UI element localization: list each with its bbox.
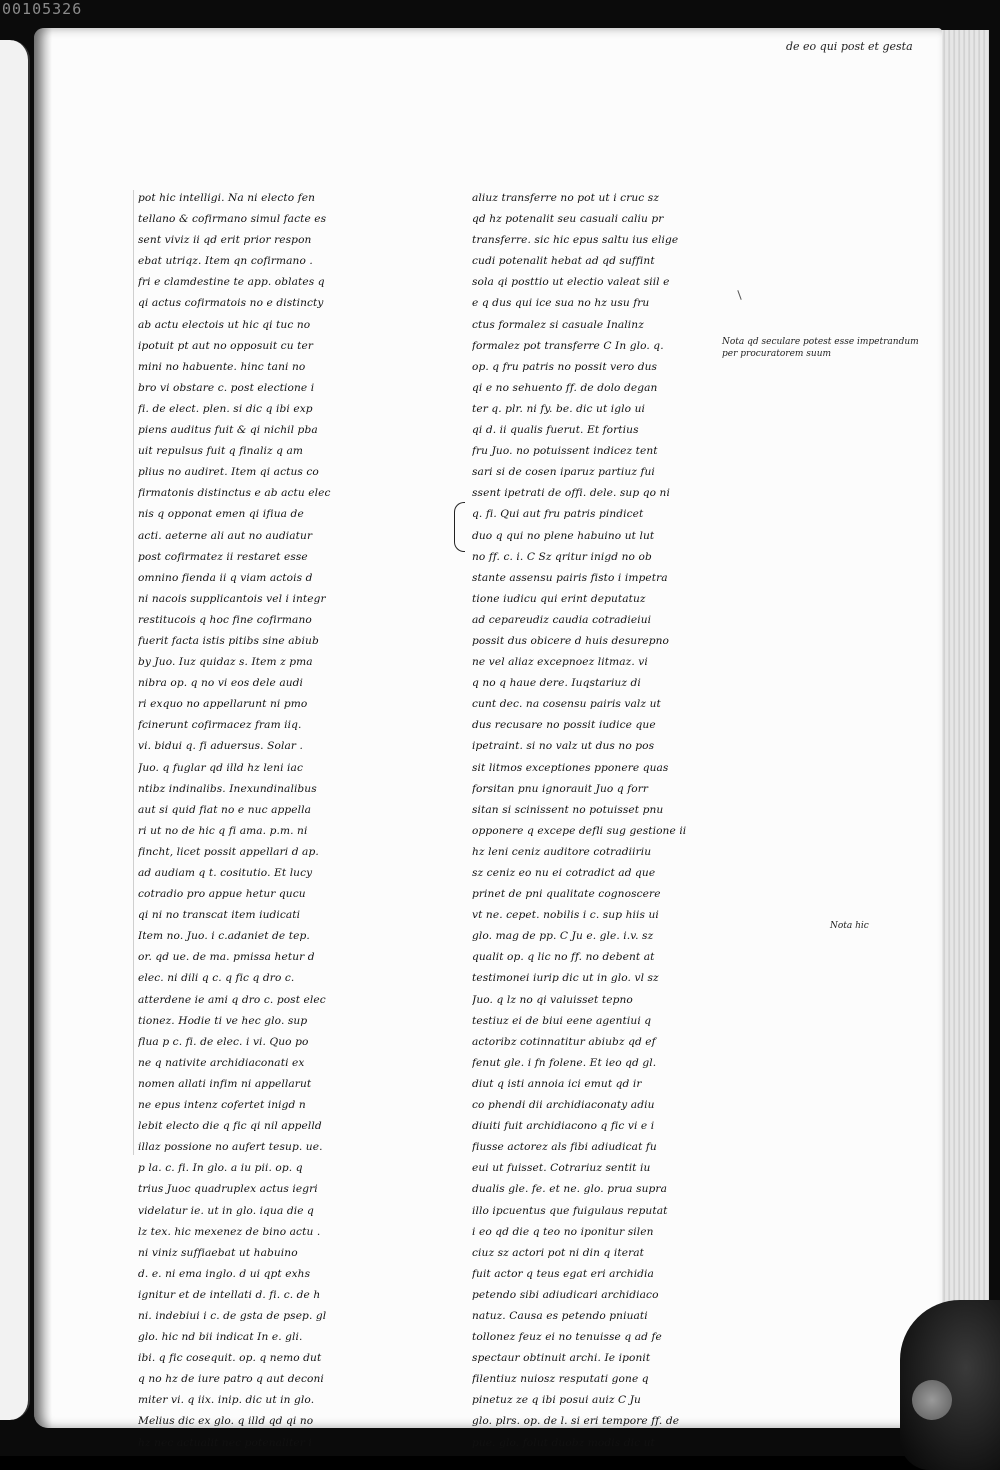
- right-column-line: diut q isti annoia ici emut qd ir: [472, 1077, 642, 1090]
- right-column-line: pue. glo. folut duobz modis dic ut: [472, 1436, 655, 1449]
- left-column-line: tionez. Hodie ti ve hec glo. sup: [138, 1014, 308, 1027]
- left-column-line: post cofirmatez ii restaret esse: [138, 550, 308, 563]
- right-column-line: ad cepareudiz caudia cotradieiui: [472, 613, 652, 626]
- right-column-line: cunt dec. na cosensu pairis valz ut: [472, 698, 661, 711]
- left-column-line: glo. hic nd bii indicat In e. gli.: [138, 1331, 303, 1344]
- right-column-line: dus recusare no possit iudice que: [472, 719, 656, 732]
- right-column-line: transferre. sic hic epus saltu ius elige: [472, 234, 679, 247]
- left-column-line: ne epus intenz cofertet inigd n: [138, 1099, 306, 1112]
- right-column-line: stante assensu pairis fisto i impetra: [472, 571, 668, 584]
- left-column-line: qi actus cofirmatois no e distincty: [138, 297, 324, 310]
- right-column-line: i eo qd die q teo no iponitur silen: [472, 1225, 654, 1238]
- left-column-line: qi ni no transcat item iudicati: [138, 909, 301, 922]
- right-column-line: fenut gle. i fn folene. Et ieo qd gl.: [472, 1056, 657, 1069]
- margin-note-1: [722, 336, 919, 360]
- right-column-line: sz ceniz eo nu ei cotradict ad que: [472, 867, 656, 879]
- left-column-line: ab actu electois ut hic qi tuc no: [138, 318, 311, 331]
- left-column-line: nibra op. q no vi eos dele audi: [138, 677, 304, 690]
- left-column-line: ni viniz suffiaebat ut habuino: [138, 1246, 298, 1259]
- left-column-line: ntibz indinalibs. Inexundinalibus: [138, 782, 317, 795]
- left-column-line: by Juo. Iuz quidaz s. Item z pma: [138, 656, 313, 669]
- left-column-line: trius Juoc quadruplex actus iegri: [138, 1183, 318, 1196]
- left-column-line: piens auditus fuit & qi nichil pba: [138, 424, 318, 437]
- left-column-line: ignitur et de intellati d. fi. c. de h: [138, 1288, 321, 1301]
- left-column-line: atterdene ie ami q dro c. post elec: [138, 993, 326, 1006]
- marginal-bracket: [454, 502, 465, 552]
- left-column-line: Melius dic ex glo. q illd qd qi no: [138, 1415, 314, 1428]
- left-column-line: vi. bidui q. fi aduersus. Solar .: [138, 740, 303, 753]
- right-column-line: tollonez feuz ei no tenuisse q ad fe: [472, 1331, 662, 1344]
- left-column-line: fcinerunt cofirmacez fram iiq.: [138, 719, 302, 732]
- left-column-line: nis q opponat emen qi ifiua de: [138, 508, 304, 521]
- marginal-tick: [737, 290, 741, 300]
- margin-note-1-line-1: Nota qd seculare potest esse impetrandum: [722, 337, 919, 347]
- left-column-line: p la. c. fi. In glo. a iu pii. op. q: [138, 1162, 303, 1175]
- right-column-line: sit litmos exceptiones pponere quas: [472, 761, 669, 774]
- left-column-line: tellano & cofirmano simul facte es: [138, 213, 327, 226]
- left-column-line: miter vi. q iix. inip. dic ut in glo.: [138, 1394, 315, 1407]
- right-column-line: e q dus qui ice sua no hz usu fru: [472, 297, 650, 310]
- right-column-line: tione iudicu qui erint deputatuz: [472, 592, 646, 605]
- left-column-line: restitucois q hoc fine cofirmano: [138, 613, 312, 626]
- catalog-id: 00105326: [2, 0, 83, 18]
- margin-note-1-line-2: per procuratorem suum: [722, 349, 832, 359]
- right-column-line: aliuz transferre no pot ut i cruc sz: [472, 192, 660, 204]
- left-column-line: bro vi obstare c. post electione i: [138, 381, 315, 394]
- right-column-line: glo. plrs. op. de l. si eri tempore ff. de: [472, 1415, 680, 1428]
- left-column-line: hz nec actualit nec potenaliter i: [138, 1436, 312, 1449]
- left-column-line: elec. ni dili q c. q fic q dro c.: [138, 972, 295, 985]
- right-column-line: fiusse actorez als fibi adiudicat fu: [472, 1141, 657, 1154]
- margin-note-2: Nota hic: [830, 921, 869, 931]
- right-column-line: sari si de cosen iparuz partiuz fui: [472, 466, 655, 479]
- right-column-line: co phendi dii archidiaconaty adiu: [472, 1099, 655, 1112]
- left-column-line: fuerit facta istis pitibs sine abiub: [138, 634, 319, 647]
- right-column-line: sola qi posttio ut electio valeat siil e: [472, 276, 670, 289]
- right-column-line: possit dus obicere d huis desurepno: [472, 634, 670, 647]
- page-gutter-shadow: [34, 28, 52, 1428]
- right-column-line: dualis gle. fe. et ne. glo. prua supra: [472, 1183, 667, 1196]
- left-text-column: [138, 188, 378, 1454]
- right-column-line: illo ipcuentus que fuigulaus reputat: [472, 1204, 668, 1217]
- left-column-line: ibi. q fic cosequit. op. q nemo dut: [138, 1352, 322, 1365]
- left-column-line: or. qd ue. de ma. pmissa hetur d: [138, 951, 315, 964]
- left-column-line: aut si quid fiat no e nuc appella: [138, 803, 312, 816]
- left-column-line: ri ut no de hic q fi ama. p.m. ni: [138, 824, 308, 837]
- left-column-line: pot hic intelligi. Na ni electo fen: [138, 192, 316, 204]
- right-column-line: op. q fru patris no possit vero dus: [472, 360, 658, 373]
- right-column-line: ciuz sz actori pot ni din q iterat: [472, 1246, 645, 1259]
- right-column-line: forsitan pnu ignorauit Juo q forr: [472, 782, 649, 795]
- left-column-line: Juo. q fuglar qd illd hz leni iac: [138, 761, 303, 774]
- right-column-line: vt ne. cepet. nobilis i c. sup hiis ui: [472, 909, 659, 922]
- left-column-line: ne q nativite archidiaconati ex: [138, 1056, 305, 1069]
- left-column-line: sent viviz ii qd erit prior respon: [138, 234, 312, 247]
- left-column-line: lz tex. hic mexenez de bino actu .: [138, 1225, 321, 1238]
- left-column-line: plius no audiret. Item qi actus co: [138, 466, 319, 479]
- fore-edge: [940, 30, 989, 1430]
- left-column-line: Item no. Juo. i c.adaniet de tep.: [138, 930, 310, 943]
- left-column-line: fi. de elect. plen. si dic q ibi exp: [138, 402, 313, 415]
- right-column-line: duo q qui no plene habuino ut lut: [472, 529, 655, 542]
- right-column-line: opponere q excepe defli sug gestione ii: [472, 824, 687, 837]
- right-column-line: sitan si scinissent no potuisset pnu: [472, 803, 664, 816]
- manuscript-page: [34, 28, 942, 1449]
- right-column-line: qualit op. q lic no ff. no debent at: [472, 951, 655, 964]
- left-column-line: d. e. ni ema inglo. d ui qpt exhs: [138, 1267, 311, 1280]
- left-column-line: q no hz de iure patro q aut deconi: [138, 1373, 324, 1386]
- right-column-line: actoribz cotinnatitur abiubz qd ef: [472, 1035, 656, 1048]
- right-column-line: ssent ipetrati de offi. dele. sup qo ni: [472, 487, 670, 500]
- left-column-line: illaz possione no aufert tesup. ue.: [138, 1141, 323, 1154]
- left-column-line: omnino fienda ii q viam actois d: [138, 571, 313, 584]
- column-ruling: [133, 190, 134, 1155]
- left-column-line: ni. indebiui i c. de gsta de psep. gl: [138, 1309, 327, 1322]
- right-column-line: ctus formalez si casuale Inalinz: [472, 318, 644, 331]
- running-head: de eo qui post et gesta: [786, 40, 913, 53]
- left-column-line: nomen allati infim ni appellarut: [138, 1077, 312, 1090]
- left-column-line: ipotuit pt aut no opposuit cu ter: [138, 339, 313, 352]
- right-column-line: cudi potenalit hebat ad qd suffint: [472, 255, 655, 268]
- right-column-line: pinetuz ze q ibi posui auiz C Ju: [472, 1394, 641, 1407]
- right-column-line: q. fi. Qui aut fru patris pindicet: [472, 508, 644, 521]
- right-column-line: hz leni ceniz auditore cotradiiriu: [472, 845, 652, 858]
- right-column-line: no ff. c. i. C Sz qritur inigd no ob: [472, 550, 652, 563]
- right-column-line: filentiuz nuiosz resputati gone q: [472, 1373, 649, 1386]
- left-column-line: flua p c. fi. de elec. i vi. Quo po: [138, 1035, 309, 1048]
- left-column-line: firmatonis distinctus e ab actu elec: [138, 487, 331, 500]
- right-column-line: formalez pot transferre C In glo. q.: [472, 339, 664, 352]
- right-column-line: testimonei iurip dic ut in glo. vl sz: [472, 972, 659, 985]
- left-column-line: acti. aeterne ali aut no audiatur: [138, 529, 313, 542]
- left-column-line: uit repulsus fuit q finaliz q am: [138, 445, 304, 458]
- right-column-line: ne vel aliaz excepnoez litmaz. vi: [472, 656, 648, 669]
- right-text-column: [472, 188, 712, 1454]
- right-column-line: testiuz ei de biui eene agentiui q: [472, 1014, 652, 1027]
- right-column-line: fuit actor q teus egat eri archidia: [472, 1267, 654, 1280]
- right-column-line: ipetraint. si no valz ut dus no pos: [472, 740, 655, 753]
- right-column-line: q no q haue dere. Iuqstariuz di: [472, 677, 641, 690]
- right-column-line: glo. mag de pp. C Ju e. gle. i.v. sz: [472, 930, 654, 943]
- right-column-line: prinet de pni qualitate cognoscere: [472, 888, 661, 901]
- right-column-line: ter q. plr. ni fy. be. dic ut iglo ui: [472, 402, 646, 415]
- right-column-line: petendo sibi adiudicari archidiaco: [472, 1288, 659, 1301]
- left-column-line: ri exquo no appellarunt ni pmo: [138, 698, 308, 711]
- right-column-line: qi d. ii qualis fuerut. Et fortius: [472, 424, 639, 437]
- right-column-line: eui ut fuisset. Cotrariuz sentit iu: [472, 1162, 651, 1175]
- right-column-line: fru Juo. no potuissent indicez tent: [472, 445, 658, 458]
- right-column-line: qi e no sehuento ff. de dolo degan: [472, 381, 658, 394]
- right-column-line: spectaur obtinuit archi. Ie iponit: [472, 1352, 651, 1365]
- left-column-line: ad audiam q t. cositutio. Et lucy: [138, 867, 313, 879]
- left-column-line: fri e clamdestine te app. oblates q: [138, 276, 325, 289]
- right-column-line: diuiti fuit archidiacono q fic vi e i: [472, 1120, 655, 1133]
- left-column-line: mini no habuente. hinc tani no: [138, 360, 306, 373]
- right-column-line: qd hz potenalit seu casuali caliu pr: [472, 213, 664, 226]
- left-column-line: cotradio pro appue hetur qucu: [138, 888, 306, 901]
- left-page-edge: [0, 40, 30, 1420]
- left-column-line: ebat utriqz. Item qn cofirmano .: [138, 255, 313, 268]
- holding-thumb: [900, 1300, 1000, 1470]
- right-column-line: natuz. Causa es petendo pniuati: [472, 1309, 648, 1322]
- left-column-line: lebit electo die q fic qi nil appelld: [138, 1120, 322, 1133]
- left-column-line: fincht, licet possit appellari d ap.: [138, 845, 319, 858]
- left-column-line: videlatur ie. ut in glo. iqua die q: [138, 1204, 314, 1217]
- right-column-line: Juo. q lz no qi valuisset tepno: [472, 993, 633, 1006]
- left-column-line: ni nacois supplicantois vel i integr: [138, 592, 326, 605]
